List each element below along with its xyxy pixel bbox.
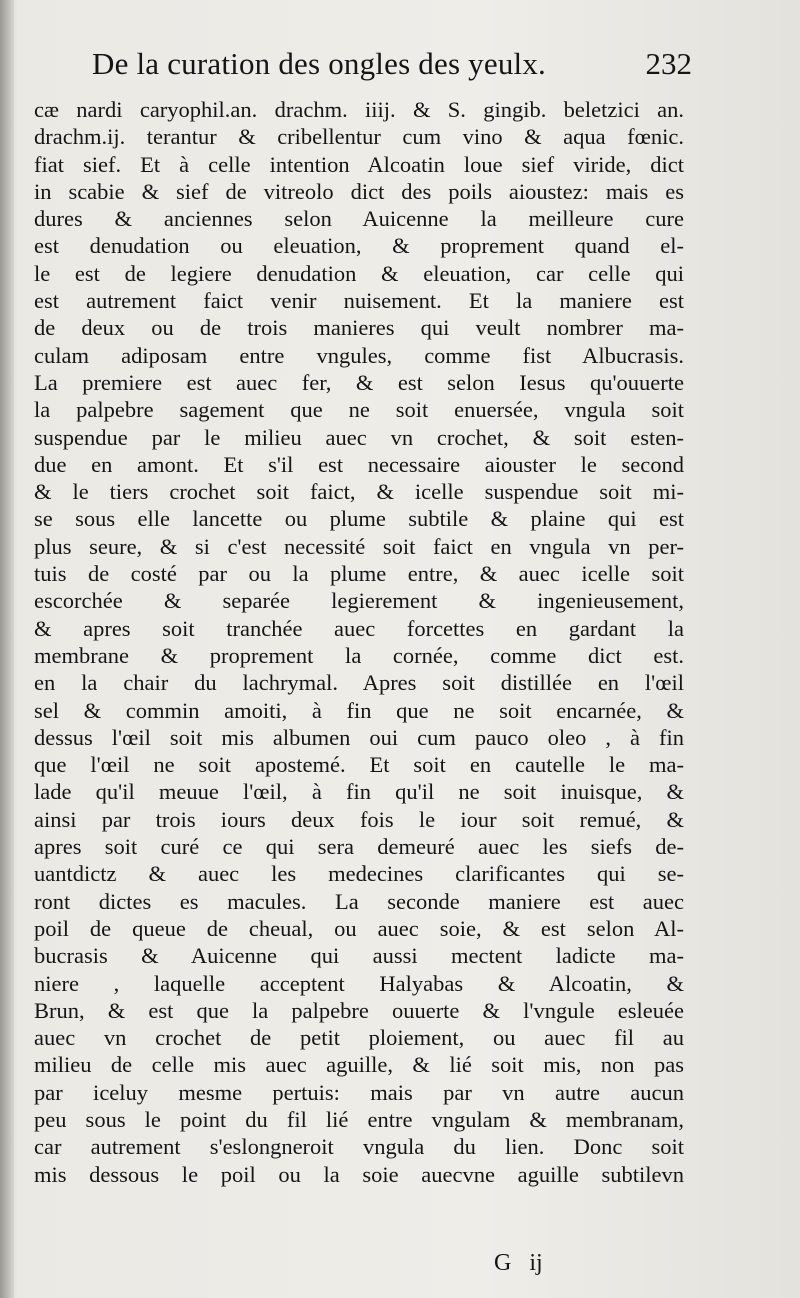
text-line: milieu de celle mis auec aguille, & lié soit mis, non pas [34,1052,684,1078]
text-line: uantdictz & auec les medecines clarificantes qui se- [34,861,684,887]
text-line: en la chair du lachrymal. Apres soit distillée en l'œil [34,670,684,696]
page-number: 232 [645,46,692,81]
text-line: escorchée & separée legierement & ingenieusement, [34,588,684,614]
text-line: car autrement s'eslongneroit vngula du lien. Donc soit [34,1134,684,1160]
text-line: que l'œil ne soit apostemé. Et soit en cautelle le ma- [34,752,684,778]
text-line: auec vn crochet de petit ploiement, ou auec fil au [34,1025,684,1051]
text-line: niere , laquelle acceptent Halyabas & Alcoatin, & [34,970,684,996]
page-header [92,46,692,92]
text-line: bucrasis & Auicenne qui aussi mectent ladicte ma- [34,943,684,969]
text-line: suspendue par le milieu auec vn crochet, & soit esten- [34,424,684,450]
text-line: & le tiers crochet soit faict, & icelle suspendue soit mi- [34,479,684,505]
text-line: cæ nardi caryophil.an. drachm. iiij. & S. gingib. beletzici an. [34,97,684,122]
text-line: drachm.ij. terantur & cribellentur cum vino & aqua fœnic. [34,124,684,150]
text-line: ront dictes es macules. La seconde maniere est auec [34,888,684,914]
text-line: La premiere est auec fer, & est selon Iesus qu'ouuerte [34,369,684,395]
signature-mark [494,1250,561,1277]
text-line: poil de queue de cheual, ou auec soie, & est selon Al- [34,915,684,941]
body-text [34,96,684,1188]
text-line: plus seure, & si c'est necessité soit faict en vngula vn per- [34,533,684,559]
text-line: & apres soit tranchée auec forcettes en gardant la [34,615,684,641]
signature-letter: G [494,1250,512,1276]
text-line: ainsi par trois iours deux fois le iour soit remué, & [34,806,684,832]
text-line: est denudation ou eleuation, & proprement quand el- [34,233,684,259]
text-line: par iceluy mesme pertuis: mais par vn autre aucun [34,1079,684,1105]
text-line: se sous elle lancette ou plume subtile & plaine qui est [34,506,684,532]
text-line: tuis de costé par ou la plume entre, & auec icelle soit [34,561,684,587]
text-line: in scabie & sief de vitreolo dict des poils aioustez: mais es [34,178,684,204]
text-line: sel & commin amoiti, à fin que ne soit encarnée, & [34,697,684,723]
text-line: Brun, & est que la palpebre ouuerte & l'vngule esleuée [34,997,684,1023]
text-line: mis dessous le poil ou la soie auecvne aguille subtilevn [34,1161,684,1187]
text-line: dures & anciennes selon Auicenne la meilleure cure [34,206,684,232]
text-line: de deux ou de trois manieres qui veult nombrer ma- [34,315,684,341]
text-line: culam adiposam entre vngules, comme fist Albucrasis. [34,342,684,368]
text-line: dessus l'œil soit mis albumen oui cum pauco oleo , à fin [34,724,684,750]
text-line: la palpebre sagement que ne soit enuersée, vngula soit [34,397,684,423]
page-gutter-shadow [0,0,14,1298]
text-line: lade qu'il meuue l'œil, à fin qu'il ne soit inuisque, & [34,779,684,805]
running-title: De la curation des ongles des yeulx. [92,46,546,81]
text-line: apres soit curé ce qui sera demeuré auec les siefs de- [34,834,684,860]
text-line: membrane & proprement la cornée, comme dict est. [34,642,684,668]
signature-number: ij [529,1250,543,1276]
text-line: due en amont. Et s'il est necessaire aiouster le second [34,451,684,477]
text-line: est autrement faict venir nuisement. Et la maniere est [34,288,684,314]
text-line: fiat sief. Et à celle intention Alcoatin loue sief viride, dict [34,151,684,177]
text-line: peu sous le point du fil lié entre vngulam & membranam, [34,1106,684,1132]
text-line: le est de legiere denudation & eleuation, car celle qui [34,260,684,286]
